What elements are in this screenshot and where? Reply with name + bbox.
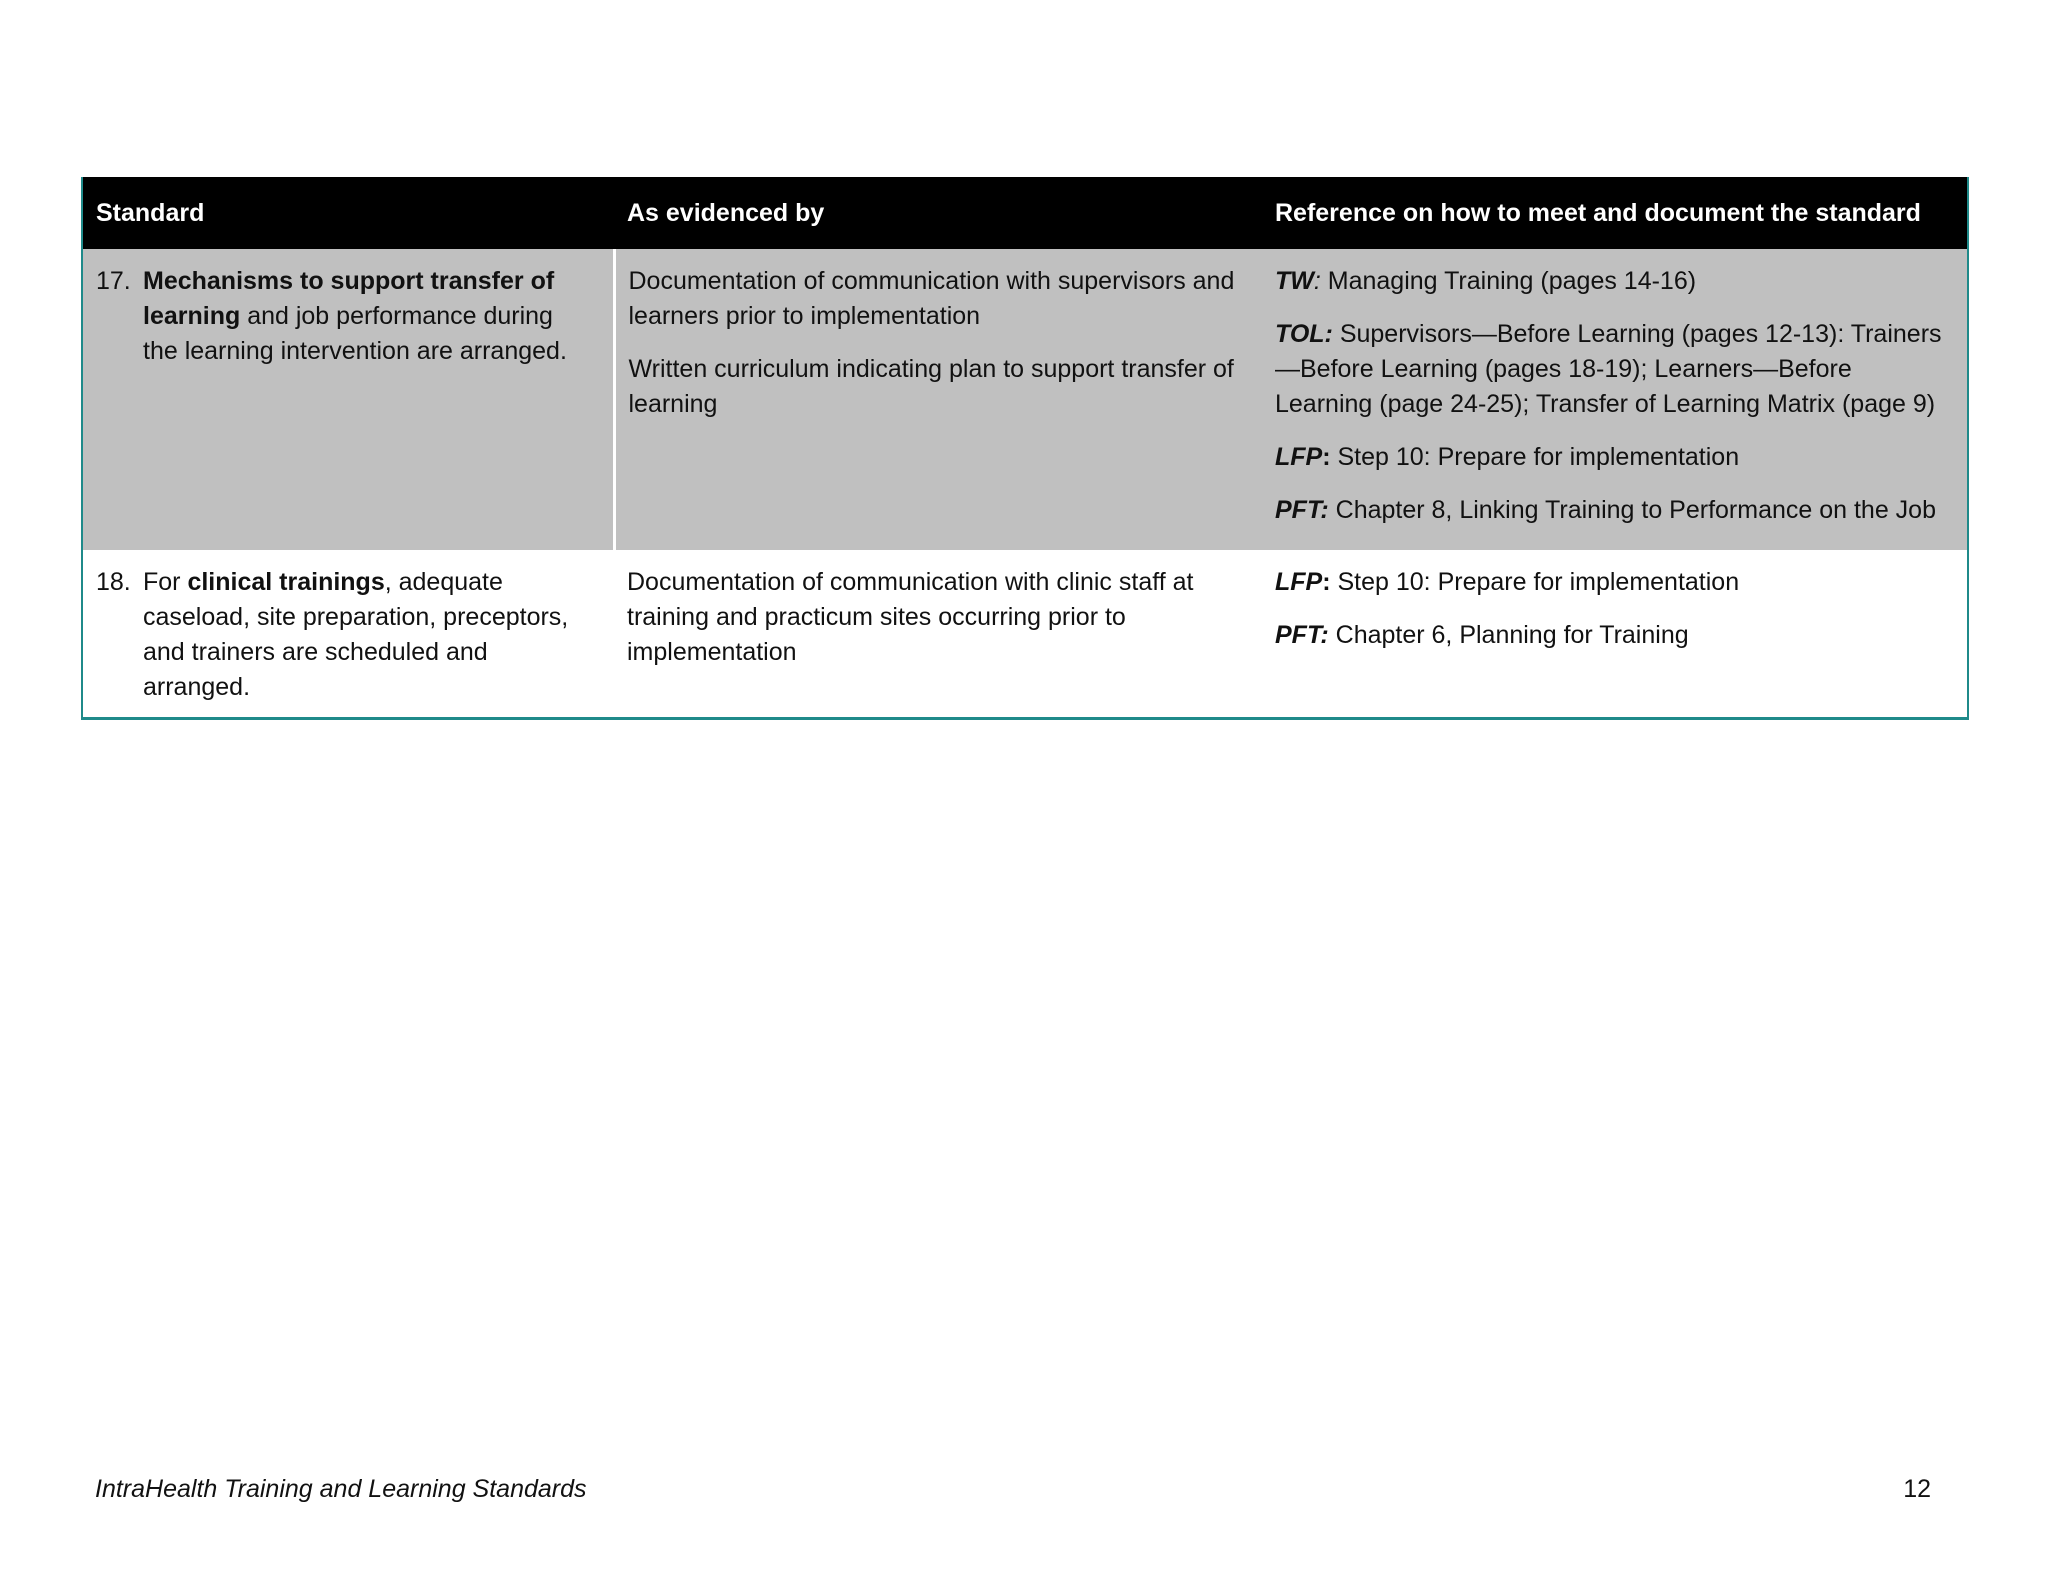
standard-item: [96, 565, 594, 705]
evidence-item: Written curriculum indicating plan to support transfer of learning: [628, 355, 1234, 418]
reference-text: Supervisors—Before Learning (pages 12-13): Trainers—Before Learning (pages 18-19); Learners—Before Learning (page 24-25); Transfer of Learning Matrix (page 9): [1275, 320, 1942, 418]
reference-item: [1275, 618, 1954, 653]
reference-separator: :: [1322, 568, 1331, 596]
reference-label: PFT:: [1275, 621, 1329, 649]
reference-item: [1275, 493, 1954, 528]
evidence-item: Documentation of communication with supervisors and learners prior to implementation: [628, 267, 1235, 330]
standard-bold-text: Mechanisms to support transfer of learning: [143, 267, 555, 330]
footer-document-title: IntraHealth Training and Learning Standards: [95, 1475, 587, 1503]
reference-label: LFP: [1275, 568, 1323, 596]
reference-text: Step 10: Prepare for implementation: [1330, 443, 1740, 471]
reference-cell: [1262, 249, 1968, 550]
standard-number: 18.: [96, 568, 131, 596]
standard-text: [143, 565, 594, 705]
standard-number: 17.: [96, 267, 131, 295]
standard-cell: [82, 249, 614, 550]
standards-table: [81, 177, 1969, 720]
table-row: [82, 249, 1968, 550]
reference-label: LFP: [1275, 443, 1323, 471]
evidence-cell: [614, 550, 1262, 719]
standard-text: [143, 264, 593, 369]
reference-item: [1275, 317, 1954, 422]
header-reference: Reference on how to meet and document the standard: [1262, 177, 1968, 249]
standard-rest-text: and job performance during the learning intervention are arranged.: [143, 302, 567, 365]
reference-label: PFT:: [1275, 496, 1329, 524]
evidence-cell: [614, 249, 1262, 550]
reference-separator: :: [1322, 443, 1331, 471]
reference-text: Managing Training (pages 14-16): [1320, 267, 1697, 295]
standard-cell: [82, 550, 614, 719]
evidence-item: Documentation of communication with clinic staff at training and practicum sites occurring prior to implementation: [627, 568, 1194, 666]
reference-label: TW: [1275, 267, 1314, 295]
reference-text: Step 10: Prepare for implementation: [1330, 568, 1740, 596]
standard-pre-text: For: [143, 568, 188, 596]
reference-item: [1275, 440, 1954, 475]
header-evidence: As evidenced by: [614, 177, 1262, 249]
standard-bold-text: clinical trainings: [187, 568, 385, 596]
standard-rest-text: , adequate caseload, site preparation, preceptors, and trainers are scheduled and arranged.: [143, 568, 569, 701]
reference-text: Chapter 8, Linking Training to Performance on the Job: [1328, 496, 1936, 524]
standard-item: [96, 264, 593, 369]
reference-item: [1275, 264, 1954, 299]
table-row: [82, 550, 1968, 719]
reference-item: [1275, 565, 1954, 600]
reference-cell: [1262, 550, 1968, 719]
reference-separator: :: [1313, 267, 1321, 295]
table-header-row: [82, 177, 1968, 249]
reference-text: Chapter 6, Planning for Training: [1328, 621, 1689, 649]
header-standard: Standard: [82, 177, 614, 249]
page-number: 12: [1903, 1475, 1931, 1503]
reference-label: TOL:: [1275, 320, 1333, 348]
